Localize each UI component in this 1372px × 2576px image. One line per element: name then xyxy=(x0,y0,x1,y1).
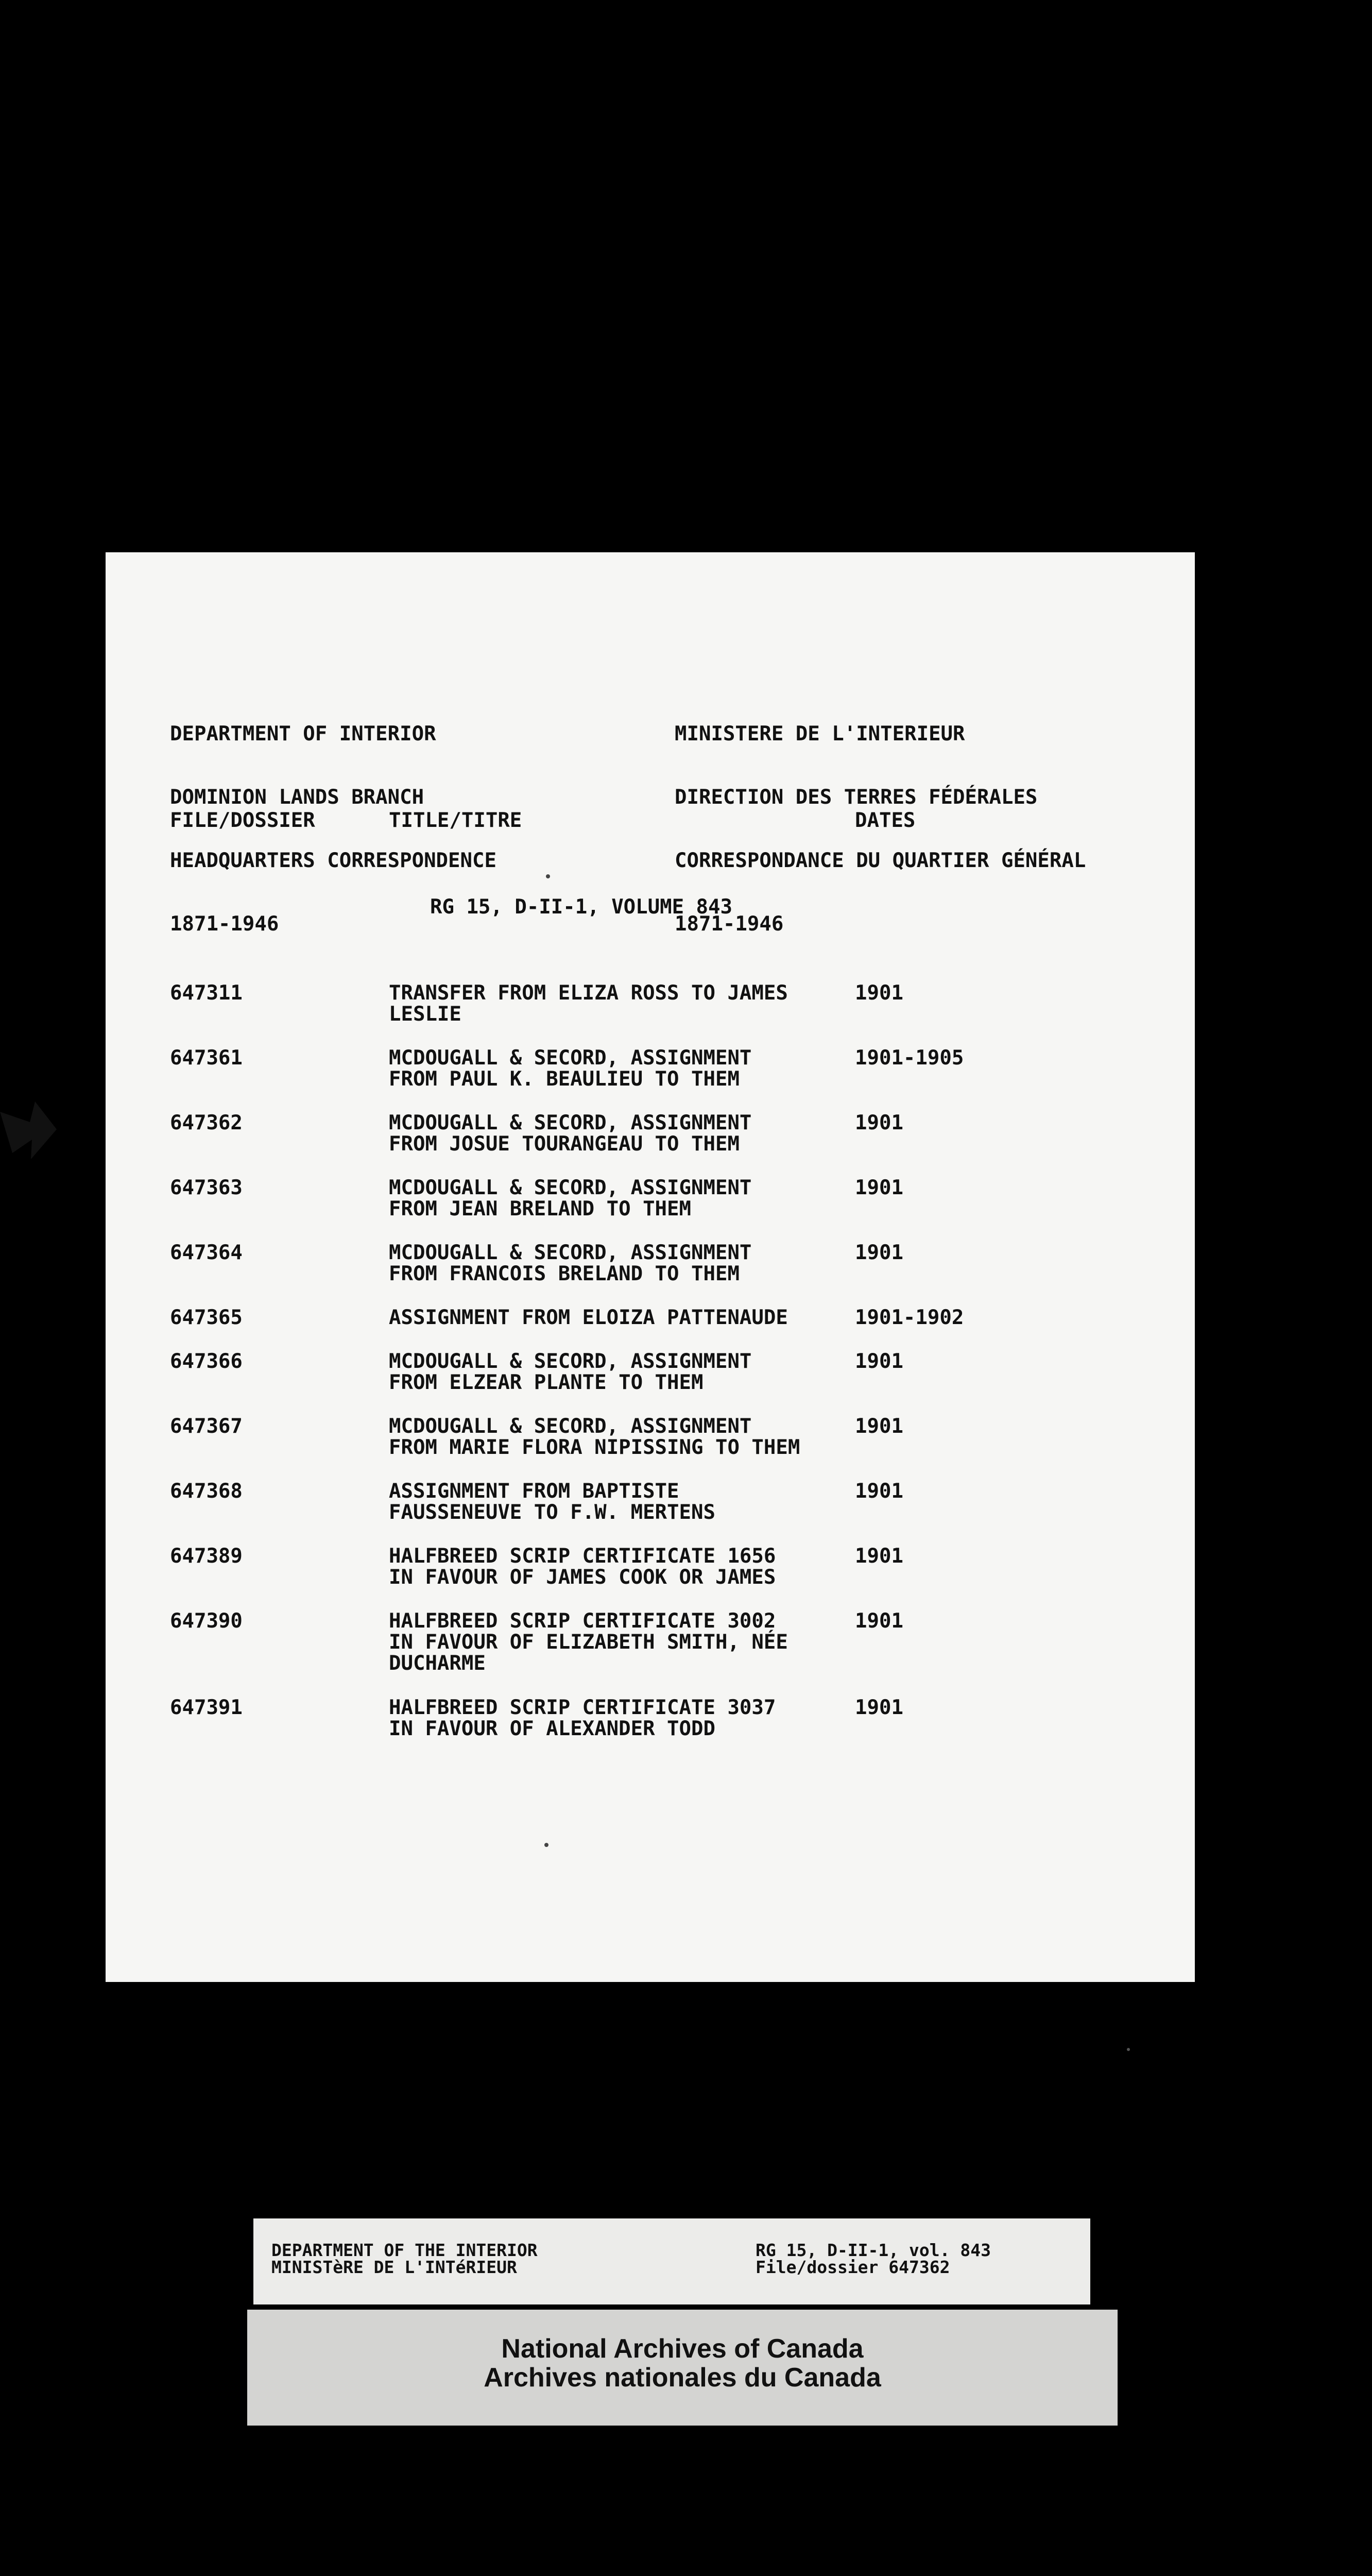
file-dates: 1901 xyxy=(855,1176,903,1199)
file-title: ASSIGNMENT FROM ELOIZA PATTENAUDE xyxy=(389,1306,788,1329)
column-header-title: TITLE/TITRE xyxy=(389,809,522,832)
file-number: 647364 xyxy=(170,1241,243,1264)
file-number: 647368 xyxy=(170,1480,243,1503)
volume-heading: RG 15, D-II-1, VOLUME 843 xyxy=(430,895,732,919)
file-dates: 1901 xyxy=(855,1111,903,1134)
file-title: MCDOUGALL & SECORD, ASSIGNMENT FROM MARIE FLORA NIPISSING TO THEM xyxy=(389,1415,800,1459)
column-header-dates: DATES xyxy=(855,809,916,832)
file-number: 647311 xyxy=(170,981,243,1005)
file-dates: 1901 xyxy=(855,1545,903,1568)
file-number: 647363 xyxy=(170,1176,243,1199)
header-line: CORRESPONDANCE DU QUARTIER GÉNÉRAL xyxy=(675,849,1086,872)
file-title: MCDOUGALL & SECORD, ASSIGNMENT FROM JOSUE TOURANGEAU TO THEM xyxy=(389,1111,752,1156)
file-dates: 1901 xyxy=(855,1415,903,1438)
file-dates: 1901 xyxy=(855,981,903,1005)
file-number: 647365 xyxy=(170,1306,243,1329)
file-number: 647390 xyxy=(170,1609,243,1633)
label-line: File/dossier 647362 xyxy=(756,2257,950,2277)
speck xyxy=(1127,2048,1130,2051)
header-line: DOMINION LANDS BRANCH xyxy=(170,786,424,809)
archive-name-english: National Archives of Canada xyxy=(501,2334,864,2364)
file-dates: 1901 xyxy=(855,1609,903,1633)
header-line: DEPARTMENT OF INTERIOR xyxy=(170,722,436,745)
label-line: DEPARTMENT OF THE INTERIOR xyxy=(271,2240,538,2260)
column-header-file: FILE/DOSSIER xyxy=(170,809,315,832)
file-number: 647367 xyxy=(170,1415,243,1438)
header-line: 1871-1946 xyxy=(170,912,279,936)
header-line: HEADQUARTERS CORRESPONDENCE xyxy=(170,849,496,872)
file-title: HALFBREED SCRIP CERTIFICATE 3002 IN FAVOUR OF ELIZABETH SMITH, NÉE DUCHARME xyxy=(389,1609,788,1675)
header-line: MINISTERE DE L'INTERIEUR xyxy=(675,722,965,745)
file-dates: 1901 xyxy=(855,1350,903,1373)
file-title: MCDOUGALL & SECORD, ASSIGNMENT FROM PAUL K. BEAULIEU TO THEM xyxy=(389,1046,752,1091)
archive-label xyxy=(247,2310,1118,2426)
file-title: TRANSFER FROM ELIZA ROSS TO JAMES LESLIE xyxy=(389,981,788,1026)
document-page xyxy=(106,552,1195,1982)
archive-name-french: Archives nationales du Canada xyxy=(484,2363,881,2393)
label-line: RG 15, D-II-1, vol. 843 xyxy=(756,2240,991,2260)
file-number: 647389 xyxy=(170,1545,243,1568)
pointer-arrow-icon xyxy=(0,1097,57,1159)
label-department xyxy=(271,2242,538,2276)
file-dates: 1901 xyxy=(855,1696,903,1719)
file-title: HALFBREED SCRIP CERTIFICATE 3037 IN FAVOUR OF ALEXANDER TODD xyxy=(389,1696,776,1740)
header-line: DIRECTION DES TERRES FÉDÉRALES xyxy=(675,786,1038,809)
file-number: 647391 xyxy=(170,1696,243,1719)
file-title: MCDOUGALL & SECORD, ASSIGNMENT FROM JEAN BRELAND TO THEM xyxy=(389,1176,752,1221)
speck xyxy=(546,874,550,878)
file-dates: 1901 xyxy=(855,1241,903,1264)
speck xyxy=(544,1843,548,1847)
label-line: MINISTèRE DE L'INTéRIEUR xyxy=(271,2257,517,2277)
header-line: 1871-1946 xyxy=(675,912,784,936)
reference-label xyxy=(253,2218,1090,2304)
file-dates: 1901-1902 xyxy=(855,1306,964,1329)
file-number: 647366 xyxy=(170,1350,243,1373)
file-number: 647361 xyxy=(170,1046,243,1070)
file-title: HALFBREED SCRIP CERTIFICATE 1656 IN FAVOUR OF JAMES COOK OR JAMES xyxy=(389,1545,776,1589)
file-dates: 1901-1905 xyxy=(855,1046,964,1070)
label-reference xyxy=(756,2242,991,2276)
file-number: 647362 xyxy=(170,1111,243,1134)
file-title: MCDOUGALL & SECORD, ASSIGNMENT FROM ELZEAR PLANTE TO THEM xyxy=(389,1350,752,1394)
file-title: MCDOUGALL & SECORD, ASSIGNMENT FROM FRANCOIS BRELAND TO THEM xyxy=(389,1241,752,1285)
file-dates: 1901 xyxy=(855,1480,903,1503)
file-title: ASSIGNMENT FROM BAPTISTE FAUSSENEUVE TO F.W. MERTENS xyxy=(389,1480,715,1524)
